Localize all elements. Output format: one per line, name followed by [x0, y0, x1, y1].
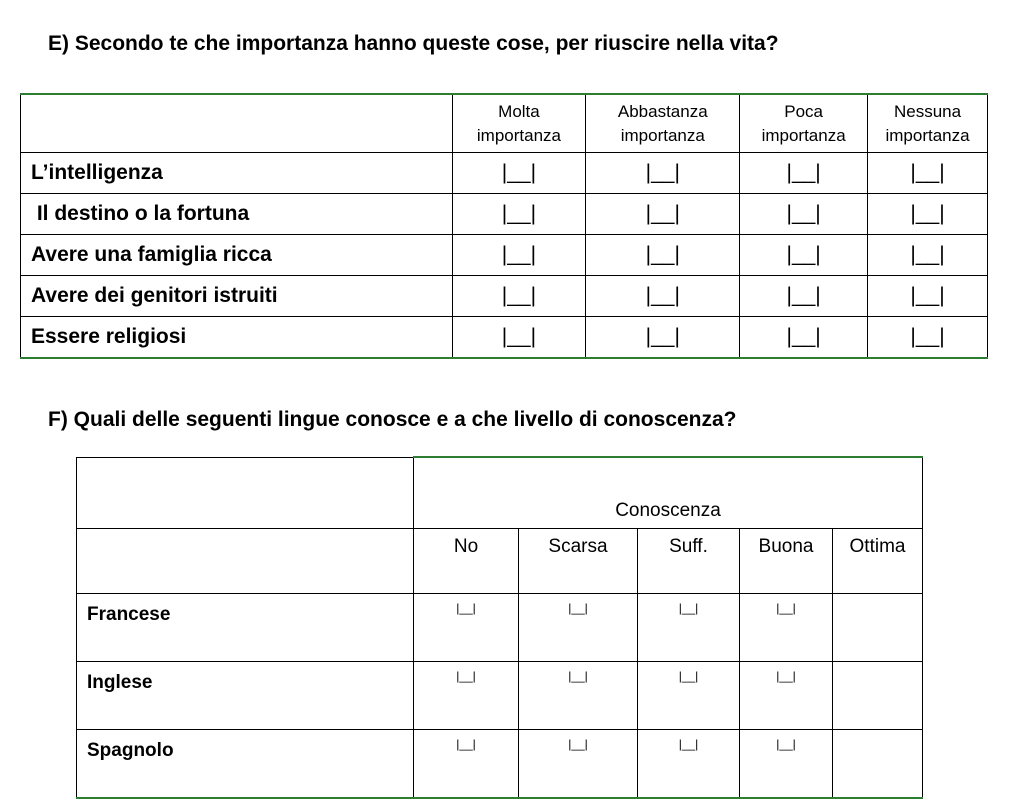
answer-box[interactable]: |__|: [740, 235, 868, 276]
answer-box[interactable]: |__|: [868, 194, 988, 235]
table-row: [77, 594, 923, 662]
table-row: [77, 730, 923, 799]
language-level-header-row: [77, 529, 923, 594]
conoscenza-header: Conoscenza: [414, 457, 923, 529]
column-header-poca: Poca importanza: [740, 94, 868, 153]
answer-box[interactable]: |__|: [740, 276, 868, 317]
column-header-abbastanza: Abbastanza importanza: [586, 94, 740, 153]
table-row: [21, 153, 988, 194]
answer-box[interactable]: |__|: [452, 317, 586, 359]
empty-cell: [833, 662, 923, 730]
table-row: [21, 276, 988, 317]
level-header-no: No: [414, 529, 519, 594]
answer-box[interactable]: |__|: [586, 194, 740, 235]
table-row: [77, 662, 923, 730]
answer-box[interactable]: |__|: [740, 662, 833, 730]
answer-box[interactable]: |__|: [638, 594, 740, 662]
column-header-nessuna: Nessuna importanza: [868, 94, 988, 153]
answer-box[interactable]: |__|: [452, 153, 586, 194]
answer-box[interactable]: |__|: [868, 153, 988, 194]
answer-box[interactable]: |__|: [519, 594, 638, 662]
table-row: [21, 194, 988, 235]
importance-table: [20, 93, 988, 359]
empty-header-cell: [77, 457, 414, 529]
level-header-scarsa: Scarsa: [519, 529, 638, 594]
answer-box[interactable]: |__|: [586, 153, 740, 194]
answer-box[interactable]: |__|: [868, 317, 988, 359]
answer-box[interactable]: |__|: [740, 153, 868, 194]
row-label: Avere dei genitori istruiti: [21, 276, 453, 317]
answer-box[interactable]: |__|: [740, 730, 833, 799]
table-row: [21, 317, 988, 359]
answer-box[interactable]: |__|: [740, 194, 868, 235]
answer-box[interactable]: |__|: [414, 730, 519, 799]
importance-header-row: [21, 94, 988, 153]
answer-box[interactable]: |__|: [868, 276, 988, 317]
answer-box[interactable]: |__|: [638, 662, 740, 730]
answer-box[interactable]: |__|: [740, 317, 868, 359]
language-label: Francese: [77, 594, 414, 662]
section-f-title: F) Quali delle seguenti lingue conosce e a che livello di conoscenza?: [48, 408, 737, 431]
row-label: Il destino o la fortuna: [21, 194, 453, 235]
answer-box[interactable]: |__|: [586, 317, 740, 359]
row-label: Avere una famiglia ricca: [21, 235, 453, 276]
column-header-molta: Molta importanza: [452, 94, 586, 153]
answer-box[interactable]: |__|: [452, 235, 586, 276]
answer-box[interactable]: |__|: [452, 276, 586, 317]
answer-box[interactable]: |__|: [586, 235, 740, 276]
language-label: Spagnolo: [77, 730, 414, 799]
answer-box[interactable]: |__|: [740, 594, 833, 662]
answer-box[interactable]: |__|: [868, 235, 988, 276]
empty-cell: [833, 730, 923, 799]
row-label: Essere religiosi: [21, 317, 453, 359]
level-header-ottima: Ottima: [833, 529, 923, 594]
answer-box[interactable]: |__|: [519, 662, 638, 730]
empty-cell: [833, 594, 923, 662]
level-header-suff: Suff.: [638, 529, 740, 594]
empty-header-cell: [77, 529, 414, 594]
answer-box[interactable]: |__|: [586, 276, 740, 317]
language-table: [76, 456, 923, 799]
language-group-header-row: [77, 457, 923, 529]
section-e-title: E) Secondo te che importanza hanno queste cose, per riuscire nella vita?: [48, 32, 779, 55]
language-label: Inglese: [77, 662, 414, 730]
empty-header-cell: [21, 94, 453, 153]
answer-box[interactable]: |__|: [519, 730, 638, 799]
answer-box[interactable]: |__|: [414, 662, 519, 730]
answer-box[interactable]: |__|: [414, 594, 519, 662]
level-header-buona: Buona: [740, 529, 833, 594]
answer-box[interactable]: |__|: [638, 730, 740, 799]
answer-box[interactable]: |__|: [452, 194, 586, 235]
table-row: [21, 235, 988, 276]
row-label: L’intelligenza: [21, 153, 453, 194]
